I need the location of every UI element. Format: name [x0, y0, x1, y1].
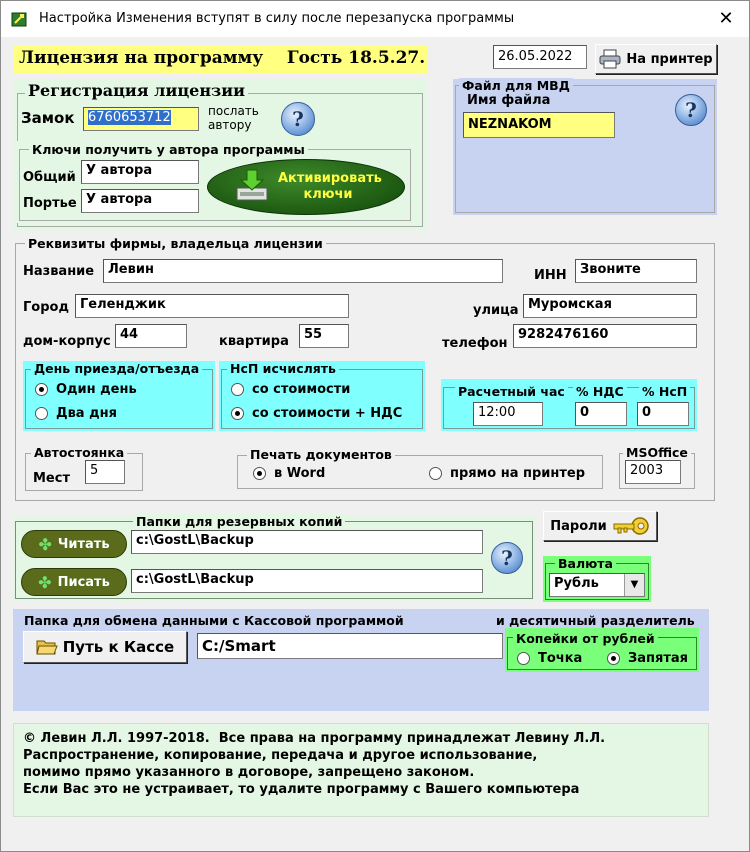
date-field[interactable]: 26.05.2022 [493, 45, 587, 69]
parking-group-title: Автостоянка [31, 445, 127, 460]
install-icon [234, 168, 272, 206]
inn-label: ИНН [534, 268, 567, 283]
lock-field[interactable] [83, 107, 199, 131]
print-direct-label: прямо на принтер [450, 466, 586, 481]
lock-value: 6760653712 [88, 110, 171, 125]
radio-nsp-cost[interactable] [231, 383, 244, 396]
folder-open-icon [36, 638, 58, 656]
kassa-path-button[interactable] [23, 631, 187, 663]
lock-label: Замок [21, 109, 75, 127]
porter-key-label: Портье [23, 196, 77, 211]
print-direct-option[interactable] [429, 466, 585, 481]
street-field[interactable]: Муромская [523, 294, 697, 318]
radio-nsp-cost-vat[interactable] [231, 407, 244, 420]
activate-keys-button[interactable] [207, 159, 405, 215]
title-bar [1, 1, 749, 37]
print-docs-group-title: Печать документов [247, 447, 395, 462]
passwords-button[interactable] [543, 511, 657, 541]
currency-value: Рубль [554, 576, 599, 591]
city-label: Город [23, 300, 69, 315]
kassa-path-field[interactable]: C:/Smart [197, 633, 503, 659]
backup-read-button[interactable] [21, 530, 127, 558]
city-field[interactable]: Геленджик [75, 294, 349, 318]
backup-write-label: Писать [57, 574, 110, 590]
radio-kop-dot[interactable] [517, 652, 530, 665]
decimal-separator-label: и десятичный разделитель [496, 613, 695, 628]
parking-places-field[interactable]: 5 [85, 460, 125, 484]
firm-name-label: Название [23, 264, 95, 279]
mvd-filename-label: Имя файла [467, 93, 551, 108]
print-word-option[interactable] [253, 466, 325, 481]
kassa-path-label: Путь к Кассе [62, 638, 175, 656]
print-word-label: в Word [274, 466, 326, 481]
puzzle-icon: ✤ [38, 572, 52, 592]
send-to-author-hint: послать автору [208, 104, 259, 132]
legal-line-2: Распространение, копирование, передача и другое использование, [23, 748, 538, 763]
nsp-group-title: НсП исчислять [227, 361, 339, 376]
backup-help-icon[interactable]: ? [491, 542, 523, 574]
printer-icon [599, 49, 621, 69]
radio-kop-comma[interactable] [607, 652, 620, 665]
calc-nsp-field[interactable]: 0 [637, 402, 689, 426]
mvd-filename-field[interactable]: NEZNAKOM [463, 112, 615, 138]
calc-vat-label: % НДС [573, 384, 627, 399]
kop-dot-label: Точка [538, 651, 583, 666]
nsp-option-cost-vat-label: со стоимости + НДС [252, 406, 403, 421]
currency-group-title: Валюта [555, 556, 616, 571]
calc-hour-label: Расчетный час [455, 384, 568, 399]
arrival-option-one-day[interactable] [35, 382, 137, 397]
common-key-label: Общий [23, 170, 76, 185]
house-label: дом-корпус [23, 334, 111, 349]
legal-line-4: Если Вас это не устраивает, то удалите программу с Вашего компьютера [23, 782, 580, 797]
arrival-option-one-day-label: Один день [56, 382, 137, 397]
common-key-field[interactable]: У автора [81, 160, 199, 184]
mvd-help-icon[interactable]: ? [675, 94, 707, 126]
print-button-label: На принтер [626, 51, 713, 67]
kop-dot-option[interactable] [517, 651, 582, 666]
phone-field[interactable]: 9282476160 [513, 324, 697, 348]
radio-two-days[interactable] [35, 407, 48, 420]
legal-line-3: помимо прямо указанного в договоре, запрещено законом. [23, 765, 475, 780]
backup-read-path[interactable]: c:\GostL\Backup [131, 530, 483, 554]
chevron-down-icon[interactable]: ▼ [624, 574, 644, 596]
backup-write-path[interactable]: c:\GostL\Backup [131, 569, 483, 593]
kassa-group-title: Папка для обмена данными с Кассовой программой [24, 613, 404, 628]
passwords-label: Пароли [550, 518, 607, 534]
registration-help-icon[interactable]: ? [281, 102, 315, 136]
license-header: Лицензия на программу Гость 18.5.27. [19, 48, 426, 68]
radio-print-word[interactable] [253, 467, 266, 480]
print-button[interactable] [595, 44, 717, 74]
registration-title: Регистрация лицензии [25, 81, 248, 101]
parking-places-label: Мест [33, 471, 70, 486]
activate-keys-label: Активировать ключи [278, 171, 382, 202]
backup-read-label: Читать [57, 536, 110, 552]
arrival-group-title: День приезда/отъезда [31, 361, 202, 376]
firm-name-field[interactable]: Левин [103, 259, 503, 283]
keys-group-title: Ключи получить у автора программы [29, 142, 308, 157]
radio-one-day[interactable] [35, 383, 48, 396]
calc-vat-field[interactable]: 0 [575, 402, 627, 426]
app-icon [11, 10, 29, 28]
msoffice-field[interactable]: 2003 [625, 460, 681, 484]
nsp-option-cost-vat[interactable] [231, 406, 402, 421]
backup-write-button[interactable] [21, 568, 127, 596]
kop-comma-option[interactable] [607, 651, 688, 666]
nsp-option-cost-label: со стоимости [252, 382, 351, 397]
nsp-option-cost[interactable] [231, 382, 350, 397]
porter-key-field[interactable]: У автора [81, 189, 199, 213]
backup-group-title: Папки для резервных копий [133, 514, 345, 529]
close-icon[interactable]: ✕ [718, 8, 734, 29]
kop-group-title: Копейки от рублей [513, 631, 658, 646]
arrival-option-two-days[interactable] [35, 406, 117, 421]
puzzle-icon: ✤ [38, 534, 52, 554]
flat-field[interactable]: 55 [299, 324, 349, 348]
arrival-option-two-days-label: Два дня [56, 406, 117, 421]
mvd-group-title: Файл для МВД [459, 78, 573, 93]
house-field[interactable]: 44 [115, 324, 187, 348]
phone-label: телефон [442, 336, 508, 351]
street-label: улица [473, 303, 519, 318]
inn-field[interactable]: Звоните [575, 259, 697, 283]
currency-select[interactable] [549, 573, 645, 597]
firm-group-title: Реквизиты фирмы, владельца лицензии [25, 236, 326, 251]
kop-comma-label: Запятая [628, 651, 688, 666]
msoffice-group-title: MSOffice [623, 445, 691, 460]
calc-hour-field[interactable]: 12:00 [473, 402, 543, 426]
legal-line-1: © Левин Л.Л. 1997-2018. Все права на программу принадлежат Левину Л.Л. [23, 731, 606, 746]
key-icon [612, 515, 650, 537]
window-title: Настройка Изменения вступят в силу после перезапуска программы [39, 11, 515, 26]
flat-label: квартира [219, 334, 289, 349]
calc-nsp-label: % НсП [639, 384, 690, 399]
radio-print-direct[interactable] [429, 467, 442, 480]
